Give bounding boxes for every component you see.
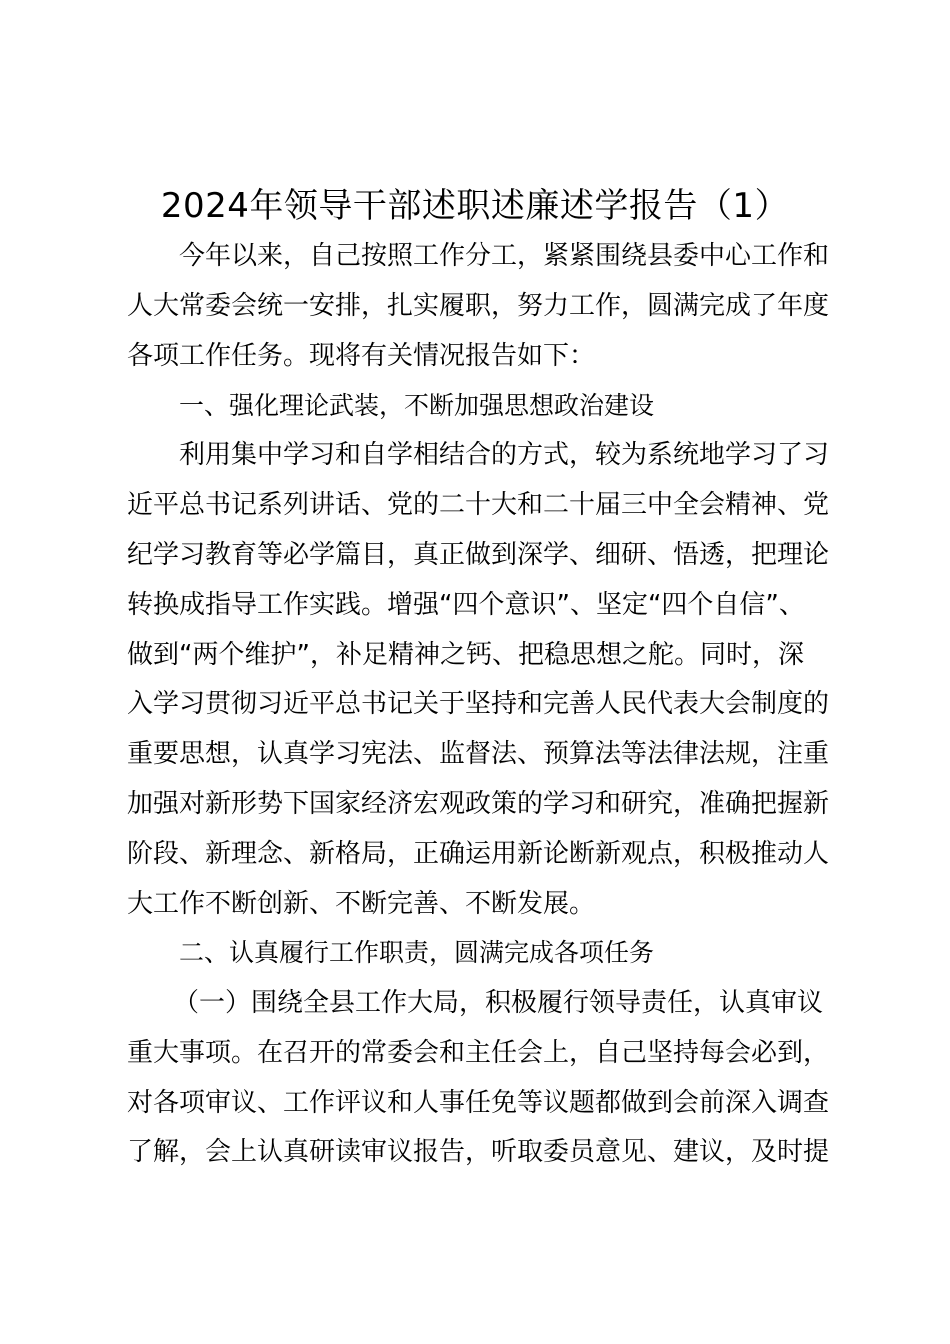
paragraph-line: 人大常委会统一安排，扎实履职，努力工作，圆满完成了年度 — [127, 291, 830, 321]
document-title: 2024年领导干部述职述廉述学报告（1） — [160, 186, 790, 226]
paragraph-line: 对各项审议、工作评议和人事任免等议题都做到会前深入调查 — [127, 1088, 830, 1118]
section-heading: 一、强化理论武装，不断加强思想政治建设 — [179, 391, 655, 420]
paragraph-line: 大工作不断创新、不断完善、不断发展。 — [127, 889, 596, 919]
paragraph-line: 转换成指导工作实践。增强“四个意识”、坚定“四个自信”、 — [127, 590, 805, 620]
paragraph-line: 了解，会上认真研读审议报告，听取委员意见、建议，及时提 — [127, 1137, 830, 1167]
paragraph-line: 近平总书记系列讲话、党的二十大和二十届三中全会精神、党 — [127, 490, 830, 520]
section-heading: 二、认真履行工作职责，圆满完成各项任务 — [179, 938, 655, 967]
paragraph-line: 各项工作任务。现将有关情况报告如下： — [127, 341, 596, 371]
paragraph-line: 重大事项。在召开的常委会和主任会上，自己坚持每会必到， — [127, 1038, 830, 1068]
paragraph-line: 今年以来，自己按照工作分工，紧紧围绕县委中心工作和 — [179, 241, 830, 271]
paragraph-line: 利用集中学习和自学相结合的方式，较为系统地学习了习 — [179, 440, 830, 470]
paragraph-line: 重要思想，认真学习宪法、监督法、预算法等法律法规，注重 — [127, 739, 830, 769]
paragraph-line: 入学习贯彻习近平总书记关于坚持和完善人民代表大会制度的 — [127, 689, 830, 719]
paragraph-line: 纪学习教育等必学篇目，真正做到深学、细研、悟透，把理论 — [127, 540, 830, 570]
paragraph-line: （一）围绕全县工作大局，积极履行领导责任，认真审议 — [173, 988, 824, 1018]
paragraph-line: 加强对新形势下国家经济宏观政策的学习和研究，准确把握新 — [127, 789, 830, 819]
paragraph-line: 做到“两个维护”，补足精神之钙、把稳思想之舵。同时，深 — [127, 640, 804, 670]
paragraph-line: 阶段、新理念、新格局，正确运用新论断新观点，积极推动人 — [127, 839, 830, 869]
